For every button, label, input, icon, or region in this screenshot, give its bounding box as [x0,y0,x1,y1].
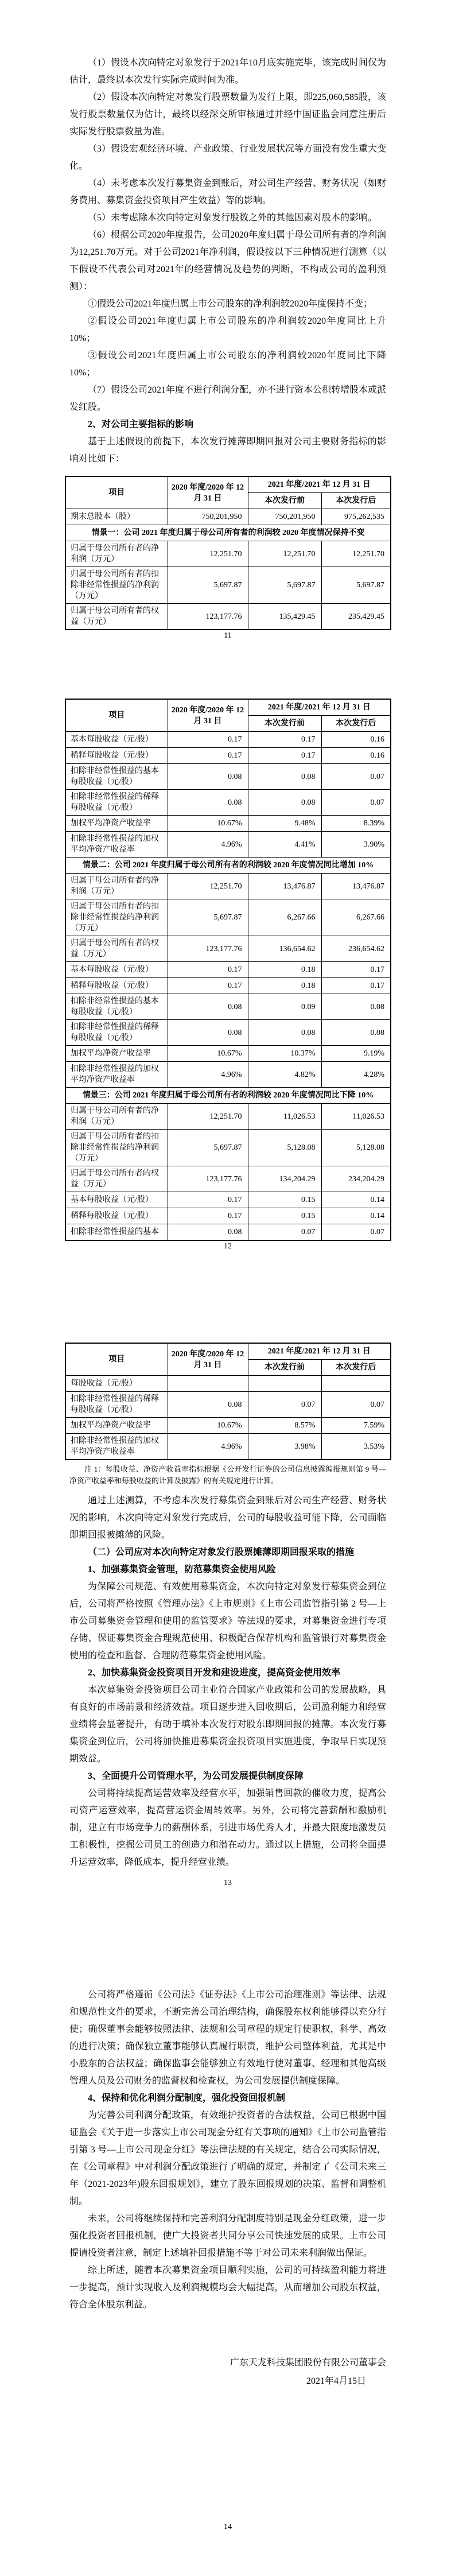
row-value-2020: 10.67% [168,1418,248,1434]
row-value-pre-issue: 0.08 [248,1020,321,1046]
page [0,0,455,644]
table-row [65,1376,391,1392]
page [0,1932,455,2576]
table-header-2020: 2020 年度/2020 年 12 月 31 日 [168,476,248,509]
row-value-2020: 0.17 [168,732,248,748]
body-paragraph: （3）假设宏观经济环境、产业政策、行业发展状况等方面没有发生重大变化。 [69,144,387,171]
row-label: 扣除非经常性损益的基本每股收益（元/股） [65,764,168,790]
row-label: 基本每股收益（元/股） [65,962,168,978]
row-value-2020: 0.08 [168,764,248,790]
row-label: 稀释每股收益（元/股） [65,978,168,994]
row-value-pre-issue: 0.15 [248,1192,321,1208]
table-row [65,1046,391,1062]
row-value-post-issue: 0.07 [321,1224,391,1241]
scenario-label: 情景二：公司 2021 年度归属于母公司所有者的利润较 2020 年度情况同比增加 10% [65,858,391,874]
table-row [65,1062,391,1088]
row-label: 扣除非经常性损益的稀释每股收益（元/股） [65,1392,168,1418]
table-row [65,816,391,832]
row-label: 加权平均净资产收益率 [65,1418,168,1434]
row-value-pre-issue: 0.08 [248,764,321,790]
table-row [65,994,391,1020]
row-value-pre-issue [248,1376,321,1392]
row-label: 加权平均净资产收益率 [65,816,168,832]
row-value-pre-issue: 4.41% [248,832,321,858]
body-paragraph: （4）未考虑本次发行募集资金到账后，对公司生产经营、财务状况（如财务费用、募集资金投资项目产生效益）等的影响。 [69,179,387,205]
table-row [65,962,391,978]
page-number: 14 [224,2523,232,2531]
body-paragraph: 公司将持续提高运营效率及经营水平，加强销售回款的催收力度，提高公司资产运营效率，提高营运资金周转效率。另外，公司将完善薪酬和激励机制，建立有市场竞争力的薪酬体系，引进市场优秀人才，并最大限度地激发员工积极性，挖掘公司员工的创造力和潜在动力。通过以上措施，公司将全面提升运营效率，降低成本，提升经营业绩。 [69,1789,386,1867]
table-row [65,541,391,567]
row-value-2020: 10.67% [168,1046,248,1062]
table-row [65,567,391,604]
row-value-post-issue: 0.16 [321,732,391,748]
table-header-post-issue: 本次发行后 [321,1360,391,1376]
body-paragraph: （2）假设本次向特定对象发行股票数量为发行上限，即225,060,585股，该发行股票数量仅为估计，最终以经深交所审核通过并经中国证监会同意注册后实际发行股票数量为准。 [69,92,387,137]
signature-block [69,2354,386,2391]
row-value-2020: 0.17 [168,1208,248,1224]
signature-date-line: 2021年4月15日 [306,2376,366,2386]
section-heading: 2、加快募集资金投资项目开发和建设进度，提高资金使用效率 [88,1668,341,1678]
row-value-pre-issue: 12,251.70 [248,541,321,567]
row-value-post-issue: 3.90% [321,832,391,858]
table-row [65,732,391,748]
row-value-pre-issue: 0.18 [248,978,321,994]
table-header-pre-issue: 本次发行前 [248,1360,321,1376]
body-paragraph: （5）未考虑除本次向特定对象发行股数之外的其他因素对股本的影响。 [88,213,378,223]
table-row [65,604,391,630]
row-value-post-issue: 0.14 [321,1192,391,1208]
body-paragraph: （7）假设公司2021年度不进行利润分配，亦不进行资本公积转增股本或派发红股。 [69,385,387,412]
table-row [65,790,391,816]
signature-company-line: 广东天龙科技集团股份有限公司董事会 [230,2358,386,2368]
page [0,644,455,1288]
table-row [65,509,391,525]
row-label: 扣除非经常性损益的基本 [65,1224,168,1241]
table-header-item: 项目 [65,699,168,732]
scenario-row [65,1088,391,1104]
table-row [65,1434,391,1460]
row-value-post-issue: 6,267.66 [321,899,391,936]
table-row [65,748,391,764]
table-row [65,1130,391,1166]
row-value-pre-issue: 134,204.29 [248,1166,321,1192]
table-header-pre-issue: 本次发行前 [248,716,321,732]
table-row [65,978,391,994]
table-row [65,874,391,899]
table-header-post-issue: 本次发行后 [321,493,391,509]
row-value-post-issue: 0.17 [321,978,391,994]
table-header-row [65,1343,391,1360]
row-label: 归属于母公司所有者的扣除非经常性损益的净利润（万元） [65,567,168,604]
row-value-2020: 5,697.87 [168,899,248,936]
body-paragraph: ①假设公司2021年度归属上市公司股东的净利润较2020年度保持不变； [88,299,373,309]
row-value-pre-issue: 6,267.66 [248,899,321,936]
row-value-2020: 0.08 [168,1020,248,1046]
row-value-2020: 0.17 [168,978,248,994]
scenario-row [65,858,391,874]
row-label: 归属于母公司所有者的扣除非经常性损益的净利润（万元） [65,899,168,936]
row-label: 加权平均净资产收益率 [65,1046,168,1062]
row-value-post-issue: 0.17 [321,962,391,978]
row-value-2020: 0.17 [168,962,248,978]
row-label: 基本每股收益（元/股） [65,732,168,748]
row-label: 稀释每股收益（元/股） [65,748,168,764]
section-heading: 4、保持和优化利润分配制度，强化投资回报机制 [88,2093,286,2103]
row-value-post-issue: 8.39% [321,816,391,832]
section-heading: 1、加强募集资金管理，防范募集资金使用风险 [88,1565,277,1574]
table-row [65,764,391,790]
body-paragraph: 未来，公司将继续保持和完善利润分配制度特别是现金分红政策，进一步强化投资者回报机制，使广大投资者共同分享公司快速发展的成果。上市公司提请投资者注意，制定上述填补回报措施不等于对公司未来利润做出保证。 [69,2214,386,2258]
row-value-post-issue: 7.59% [321,1418,391,1434]
row-value-2020: 12,251.70 [168,874,248,899]
row-label: 归属于母公司所有者的净利润（万元） [65,541,168,567]
row-value-pre-issue: 0.17 [248,732,321,748]
row-value-pre-issue: 3.98% [248,1434,321,1460]
table-header-2020: 2020 年度/2020 年 12 月 31 日 [168,699,248,732]
row-label: 扣除非经常性损益的基本每股收益（元/股） [65,994,168,1020]
table-header-row [65,476,391,493]
body-paragraph: 为完善公司利润分配政策，有效维护投资者的合法权益，公司已根据中国证监会《关于进一步落实上市公司现金分红有关事项的通知》《上市公司监管指引第 3 号—上市公司现金分红》等法律法规的有关规定，结合公司实际情况，在《公司章程》中对利润分配政策进行了明确的规定，并制定了《公司未来三年（2021-2023年)股东回报规划》，建立了股东回报规划的决策、监督和调整机制。 [69,2111,387,2206]
table-row [65,936,391,962]
row-label: 归属于母公司所有者的净利润（万元） [65,874,168,899]
row-label: 基本每股收益（元/股） [65,1192,168,1208]
table-header [65,476,391,509]
table-body [65,509,391,630]
table-header-2020: 2020 年度/2020 年 12 月 31 日 [168,1343,248,1376]
row-value-2020: 5,697.87 [168,567,248,604]
body-paragraph: 为保障公司规范、有效使用募集资金，本次向特定对象发行募集资金到位后，公司将严格按照《管理办法》《上市规则》《上市公司监管指引第 2 号—上市公司募集资金管理和使用的监管要求》等法规的要求，对募集资金进行专项存储、保证募集资金合理规范使用、积极配合保荐机构和监管银行对募集资金使用的检查和监督、合理防范募集资金使用风险。 [69,1582,386,1661]
row-label: 扣除非经常性损益的加权平均净资产收益率 [65,832,168,858]
row-value-2020: 4.96% [168,1062,248,1088]
row-value-post-issue: 13,476.87 [321,874,391,899]
body-paragraph: （1）假设本次向特定对象发行于2021年10月底实施完毕，该完成时间仅为估计，最终以本次发行实际完成时间为准。 [69,58,387,85]
body-paragraph: ②假设公司2021年度归属上市公司股东的净利润较2020年度同比上升10%； [69,316,386,343]
row-value-pre-issue: 0.07 [248,1224,321,1241]
row-value-post-issue: 11,026.53 [321,1104,391,1130]
row-value-post-issue: 234,204.29 [321,1166,391,1192]
row-value-2020: 12,251.70 [168,1104,248,1130]
row-value-post-issue: 9.19% [321,1046,391,1062]
row-value-post-issue: 5,697.87 [321,567,391,604]
row-label: 扣除非经常性损益的加权平均净资产收益率 [65,1434,168,1460]
table-row [65,1418,391,1434]
row-value-pre-issue: 0.08 [248,790,321,816]
row-value-2020: 0.17 [168,748,248,764]
row-value-2020: 0.08 [168,790,248,816]
row-value-post-issue: 0.14 [321,1208,391,1224]
section-heading: 3、全面提升公司管理水平，为公司发展提供制度保障 [88,1771,304,1781]
financial-table [65,476,391,630]
row-label: 稀释每股收益（元/股） [65,1208,168,1224]
row-value-post-issue: 0.16 [321,748,391,764]
table-row [65,1208,391,1224]
table-row [65,1392,391,1418]
table-footnote: 注 1：每股收益、净资产收益率指标根据《公开发行证券的公司信息披露编报规则第 9 号—净资产收益率和每股收益的计算及披露》的有关规定进行计算。 [69,1465,386,1485]
row-value-2020: 123,177.76 [168,936,248,962]
table-header-2021: 2021 年度/2021 年 12 月 31 日 [248,699,391,716]
row-value-pre-issue: 135,429.45 [248,604,321,630]
table-row [65,1192,391,1208]
row-value-2020: 12,251.70 [168,541,248,567]
row-label: 每股收益（元/股） [65,1376,168,1392]
table-row [65,832,391,858]
row-label: 扣除非经常性损益的加权平均净资产收益率 [65,1062,168,1088]
row-value-pre-issue: 750,201,950 [248,509,321,525]
row-value-2020: 123,177.76 [168,1166,248,1192]
row-value-pre-issue: 5,128.08 [248,1130,321,1166]
table-header-2021: 2021 年度/2021 年 12 月 31 日 [248,476,391,493]
row-label: 归属于母公司所有者的扣除非经常性损益的净利润（万元） [65,1130,168,1166]
row-value-2020: 0.08 [168,1392,248,1418]
scenario-label: 情景三：公司 2021 年度归属于母公司所有者的利润较 2020 年度情况同比下降 10% [65,1088,391,1104]
row-value-post-issue: 0.07 [321,764,391,790]
body-paragraph: 基于上述假设的前提下，本次发行摊薄即期回报对公司主要财务指标的影响对比如下： [69,437,386,464]
body-paragraph: 通过上述测算，不考虑本次发行募集资金到账后对公司生产经营、财务状况的影响，本次向特定对象发行完成后，公司的每股收益可能下降，公司面临即期回报被摊薄的风险。 [69,1496,386,1540]
table-row [65,1104,391,1130]
row-value-pre-issue: 4.82% [248,1062,321,1088]
row-value-pre-issue: 9.48% [248,816,321,832]
row-label: 归属于母公司所有者的净利润（万元） [65,1104,168,1130]
table-header [65,1343,391,1376]
row-value-post-issue: 975,262,535 [321,509,391,525]
table-header-item: 项目 [65,1343,168,1376]
row-label: 归属于母公司所有者的权益（万元） [65,936,168,962]
row-value-pre-issue: 0.18 [248,962,321,978]
table-header-row [65,699,391,716]
row-value-pre-issue: 8.57% [248,1418,321,1434]
row-value-pre-issue: 0.07 [248,1392,321,1418]
body-paragraph: 综上所述，随着本次募集资金项目顺利实施，公司的可持续盈利能力将进一步提高，预计实现收入及利润规模均会大幅提高，从而增加公司股东权益，符合全体股东利益。 [69,2265,386,2310]
table-row [65,1166,391,1192]
row-value-pre-issue: 136,654.62 [248,936,321,962]
row-value-pre-issue: 10.37% [248,1046,321,1062]
page-number: 11 [224,631,232,640]
body-paragraph: ③假设公司2021年度归属上市公司股东的净利润较2020年度同比下降10%； [69,351,386,378]
table-header [65,699,391,732]
row-value-post-issue: 3.53% [321,1434,391,1460]
section-heading: 2、对公司主要指标的影响 [88,420,194,429]
section-heading: （二）公司应对本次向特定对象发行股票摊薄即期回报采取的措施 [88,1547,355,1557]
row-label: 扣除非经常性损益的稀释每股收益（元/股） [65,1020,168,1046]
table-header-pre-issue: 本次发行前 [248,493,321,509]
row-value-2020: 10.67% [168,816,248,832]
row-value-post-issue: 0.08 [321,994,391,1020]
table-header-post-issue: 本次发行后 [321,716,391,732]
row-value-post-issue: 0.08 [321,1020,391,1046]
table-header-item: 项目 [65,476,168,509]
row-label: 归属于母公司所有者的权益（万元） [65,1166,168,1192]
page [0,1288,455,1932]
row-label: 归属于母公司所有者的权益（万元） [65,604,168,630]
row-label: 期末总股本（股） [65,509,168,525]
financial-table [65,1343,391,1460]
row-value-post-issue: 12,251.70 [321,541,391,567]
table-row [65,899,391,936]
row-value-post-issue: 235,429.45 [321,604,391,630]
row-value-post-issue: 236,654.62 [321,936,391,962]
row-value-post-issue: 0.07 [321,1392,391,1418]
row-value-2020 [168,1376,248,1392]
row-value-post-issue: 4.28% [321,1062,391,1088]
row-value-post-issue: 5,128.08 [321,1130,391,1166]
row-value-2020: 123,177.76 [168,604,248,630]
page-number: 12 [224,1242,232,1251]
row-value-pre-issue: 5,697.87 [248,567,321,604]
row-value-2020: 4.96% [168,1434,248,1460]
row-value-pre-issue: 11,026.53 [248,1104,321,1130]
row-value-pre-issue: 0.09 [248,994,321,1020]
row-value-2020: 0.08 [168,994,248,1020]
row-value-pre-issue: 0.15 [248,1208,321,1224]
row-value-2020: 750,201,950 [168,509,248,525]
financial-table [65,699,391,1241]
row-value-2020: 0.17 [168,1192,248,1208]
table-body [65,1376,391,1460]
body-paragraph: （6）根据公司2020年度报告，公司2020年度归属于母公司所有者的净利润为12,251.70万元。对于公司2021年净利润，假设按以下三种情况进行测算（以下假设不代表公司对2021年的经营情况及趋势的判断，不构成公司的盈利预测）： [69,230,387,292]
page-number: 13 [224,1879,232,1887]
table-body [65,732,391,1241]
row-value-2020: 5,697.87 [168,1130,248,1166]
row-value-2020: 0.08 [168,1224,248,1241]
body-paragraph: 公司将严格遵循《公司法》《证券法》《上市公司治理准则》等法律、法规和规范性文件的要求，不断完善公司治理结构，确保股东权利能够得以充分行使；确保董事会能够按照法律、法规和公司章程的规定行使职权，科学、高效的进行决策；确保独立董事能够认真履行职责，维护公司整体利益，尤其是中小股东的合法权益；确保监事会能够独立有效地行使对董事、经理和其他高级管理人员及公司财务的监督权和检查权，为公司发展提供制度保障。 [69,1990,386,2086]
row-label: 扣除非经常性损益的稀释每股收益（元/股） [65,790,168,816]
table-header-2021: 2021 年度/2021 年 12 月 31 日 [248,1343,391,1360]
body-paragraph: 本次募集资金投资项目公司主业符合国家产业政策和公司的发展战略，具有良好的市场前景和经济效益。项目逐步进入回收期后，公司盈利能力和经营业绩将会显著提升，有助于填补本次发行对股东即期回报的摊薄。本次发行募集资金到位后，公司将加快推进募集资金投资项目实施进度，争取早日实现预期效益。 [69,1685,386,1764]
row-value-2020: 4.96% [168,832,248,858]
row-value-pre-issue: 0.17 [248,748,321,764]
table-row [65,1020,391,1046]
row-value-post-issue [321,1376,391,1392]
row-value-pre-issue: 13,476.87 [248,874,321,899]
scenario-row [65,525,391,541]
table-row [65,1224,391,1241]
scenario-label: 情景一：公司 2021 年度归属于母公司所有者的利润较 2020 年度情况保持不变 [65,525,391,541]
row-value-post-issue: 0.07 [321,790,391,816]
